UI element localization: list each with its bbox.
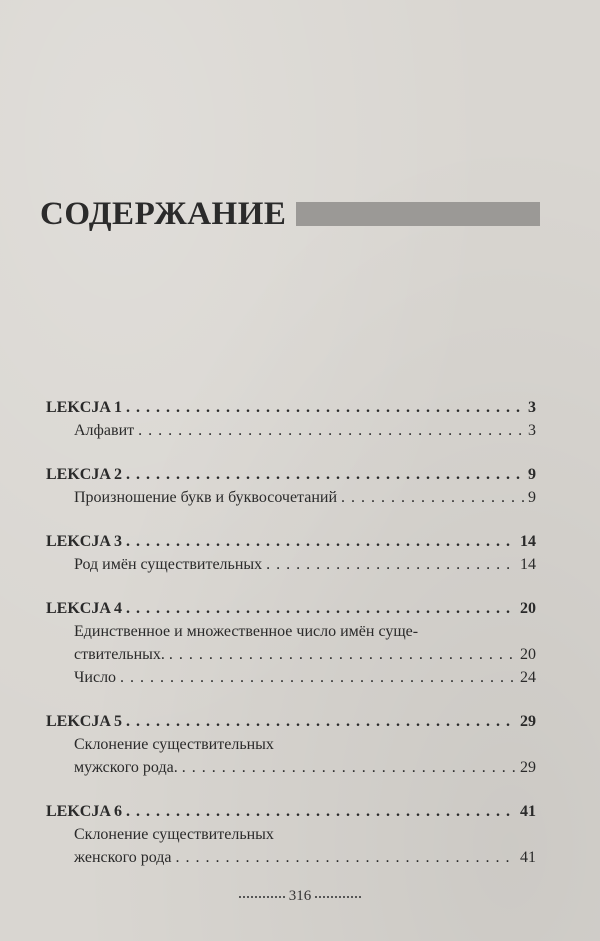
toc-section	[46, 597, 536, 689]
lesson-page-number: 29	[520, 713, 536, 730]
toc-topic-line	[46, 733, 536, 756]
lesson-title: LEKCJA 2	[46, 466, 123, 483]
toc-topic-entry	[46, 666, 536, 689]
topic-text: Род имён существительных	[74, 556, 263, 573]
toc-lesson-entry	[46, 530, 536, 553]
lesson-page-number: 20	[520, 600, 536, 617]
toc-lesson-entry	[46, 396, 536, 419]
dot-leader	[126, 800, 516, 823]
toc-lesson-entry	[46, 463, 536, 486]
lesson-title: LEKCJA 6	[46, 803, 123, 820]
page-number: 316	[288, 888, 312, 904]
topic-text: Единственное и множественное число имён суще-	[74, 623, 419, 640]
toc-section	[46, 710, 536, 779]
toc-topic-entry	[46, 419, 536, 442]
dot-leader	[126, 530, 516, 553]
table-of-contents	[46, 396, 536, 890]
toc-topic-entry	[46, 486, 536, 509]
footer-right-ornament	[315, 896, 361, 898]
toc-lesson-entry	[46, 710, 536, 733]
topic-text: Алфавит	[74, 422, 135, 439]
topic-page-number: 14	[520, 556, 536, 573]
dot-leader	[266, 553, 516, 576]
lesson-page-number: 3	[528, 399, 536, 416]
heading-row	[40, 196, 540, 232]
dot-leader	[138, 419, 524, 442]
lesson-page-number: 41	[520, 803, 536, 820]
toc-section	[46, 463, 536, 509]
topic-page-number: 29	[520, 759, 536, 776]
toc-topic-entry	[46, 846, 536, 869]
toc-topic-entry	[46, 643, 536, 666]
topic-text: мужского рода.	[74, 759, 178, 776]
toc-topic-entry	[46, 756, 536, 779]
dot-leader	[182, 756, 516, 779]
topic-text: Склонение существительных	[74, 826, 274, 843]
topic-page-number: 24	[520, 669, 536, 686]
topic-text: ствительных.	[74, 646, 165, 663]
lesson-title: LEKCJA 3	[46, 533, 123, 550]
toc-lesson-entry	[46, 800, 536, 823]
toc-section	[46, 530, 536, 576]
topic-page-number: 20	[520, 646, 536, 663]
topic-text: Произношение букв и буквосочетаний	[74, 489, 338, 506]
heading-decorative-bar	[296, 202, 540, 226]
topic-page-number: 9	[528, 489, 536, 506]
lesson-title: LEKCJA 4	[46, 600, 123, 617]
lesson-page-number: 14	[520, 533, 536, 550]
topic-text: женского рода	[74, 849, 172, 866]
toc-topic-line	[46, 823, 536, 846]
page-footer	[0, 888, 600, 905]
topic-text: Число	[74, 669, 117, 686]
toc-topic-entry	[46, 553, 536, 576]
topic-text: Склонение существительных	[74, 736, 274, 753]
toc-section	[46, 800, 536, 869]
dot-leader	[126, 597, 516, 620]
toc-topic-line	[46, 620, 536, 643]
dot-leader	[126, 710, 516, 733]
footer-left-ornament	[239, 896, 285, 898]
dot-leader	[341, 486, 524, 509]
toc-lesson-entry	[46, 597, 536, 620]
page-title: СОДЕРЖАНИЕ	[40, 195, 287, 232]
topic-page-number: 3	[528, 422, 536, 439]
toc-section	[46, 396, 536, 442]
dot-leader	[126, 463, 524, 486]
lesson-page-number: 9	[528, 466, 536, 483]
dot-leader	[176, 846, 516, 869]
dot-leader	[126, 396, 524, 419]
lesson-title: LEKCJA 1	[46, 399, 123, 416]
topic-page-number: 41	[520, 849, 536, 866]
dot-leader	[120, 666, 516, 689]
dot-leader	[169, 643, 516, 666]
lesson-title: LEKCJA 5	[46, 713, 123, 730]
